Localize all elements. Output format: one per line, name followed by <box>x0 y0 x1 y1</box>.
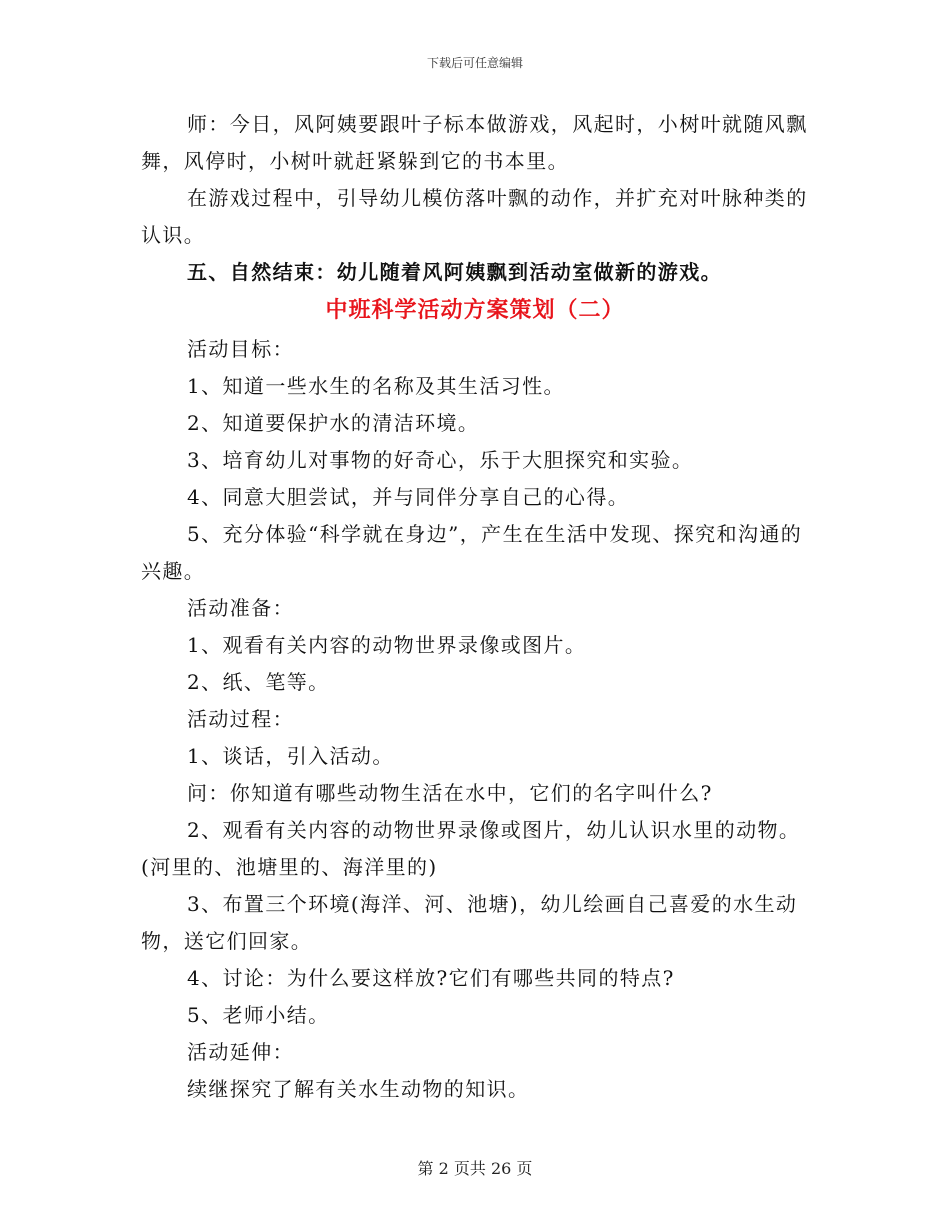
paragraph: 问：你知道有哪些动物生活在水中，它们的名字叫什么? <box>187 781 713 805</box>
paragraph: 活动目标： <box>187 337 294 361</box>
page-footer: 第 2 页共 26 页 <box>417 1159 533 1178</box>
paragraph: 活动准备： <box>187 596 294 620</box>
section-heading: 五、自然结束：幼儿随着风阿姨飘到活动室做新的游戏。 <box>187 260 722 284</box>
paragraph: 5、老师小结。 <box>187 1003 330 1027</box>
paragraph: 2、纸、笔等。 <box>187 670 330 694</box>
paragraph: 师：今日，风阿姨要跟叶子标本做游戏，风起时，小树叶就随风飘舞，风停时，小树叶就赶紧躲到它的书本里。 <box>141 112 808 173</box>
paragraph: 活动延伸： <box>187 1040 294 1064</box>
paragraph: 续继探究了解有关水生动物的知识。 <box>187 1077 530 1101</box>
document-title: 中班科学活动方案策划（二） <box>325 298 625 323</box>
paragraph: 2、知道要保护水的清洁环境。 <box>187 411 480 435</box>
paragraph: 1、观看有关内容的动物世界录像或图片。 <box>187 633 587 657</box>
page-content <box>141 106 809 1108</box>
paragraph: 3、培育幼儿对事物的好奇心，乐于大胆探究和实验。 <box>187 448 694 472</box>
page-header: 下载后可任意编辑 <box>426 56 523 70</box>
paragraph: 活动过程： <box>187 707 294 731</box>
paragraph: 4、讨论：为什么要这样放?它们有哪些共同的特点? <box>187 966 675 990</box>
paragraph: 2、观看有关内容的动物世界录像或图片，幼儿认识水里的动物。(河里的、池塘里的、海洋里的) <box>141 818 801 879</box>
paragraph: 4、同意大胆尝试，并与同伴分享自己的心得。 <box>187 485 630 509</box>
paragraph: 1、谈话，引入活动。 <box>187 744 394 768</box>
paragraph: 在游戏过程中，引导幼儿模仿落叶飘的动作，并扩充对叶脉种类的认识。 <box>141 186 808 247</box>
paragraph: 5、充分体验“科学就在身边”，产生在生活中发现、探究和沟通的兴趣。 <box>141 522 803 583</box>
paragraph: 3、布置三个环境(海洋、河、池塘)，幼儿绘画自己喜爱的水生动物，送它们回家。 <box>141 892 798 953</box>
paragraph: 1、知道一些水生的名称及其生活习性。 <box>187 374 565 398</box>
